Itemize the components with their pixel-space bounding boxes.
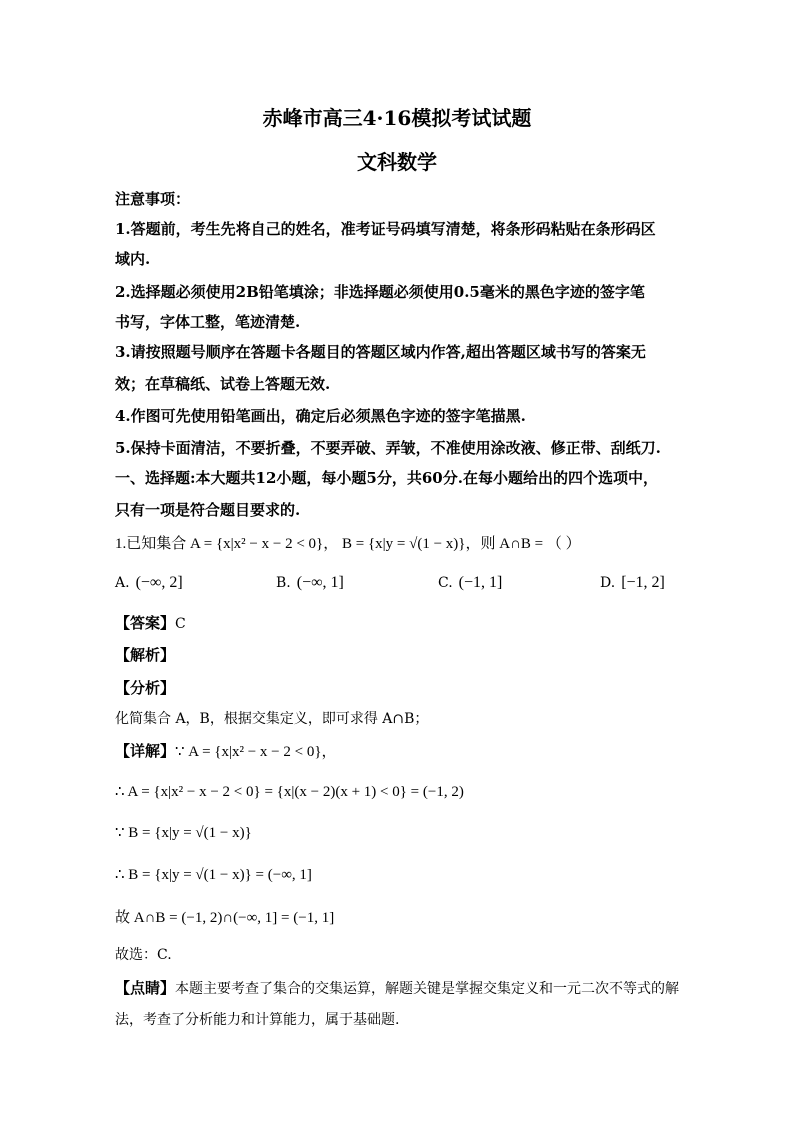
option-value: (−∞, 2] [135,574,183,591]
option-c [438,574,502,592]
fenxi-text: 化简集合 A，B，根据交集定义，即可求得 A∩B； [115,711,429,727]
detail-formula: ∵ B = {x|y = √(1 − x)} [115,825,252,841]
detail-formula: 故 A∩B = (−1, 2)∩(−∞, 1] = (−1, 1] [115,910,335,926]
option-label: C. [438,575,453,591]
detail-conclusion: 故选：C. [115,947,172,963]
dianjing-text: 法，考查了分析能力和计算能力，属于基础题. [115,1012,400,1028]
dianjing-tag: 【点睛】 [115,979,176,997]
section-heading: 一、选择题:本大题共12小题，每小题5分，共60分.在每小题给出的四个选项中， [115,469,658,487]
dianjing-text: 本题主要考查了集合的交集运算，解题关键是掌握交集定义和一元二次不等式的解 [175,981,680,997]
question-stem: 1.已知集合 A = {x|x² − x − 2 < 0}， B = {x|y = √(1 − x)}，则 A∩B = （ ） [115,536,581,552]
option-label: B. [276,575,291,591]
section-heading: 只有一项是符合题目要求的. [115,501,301,519]
option-label: D. [600,575,616,591]
detail-formula: ∴ A = {x|x² − x − 2 < 0} = {x|(x − 2)(x + 1) < 0} = (−1, 2) [115,784,464,800]
answer-line [115,612,186,633]
notice-line: 4.作图可先使用铅笔画出，确定后必须黑色字迹的签字笔描黑. [115,407,526,425]
detail-tag: 【详解】 [115,742,176,760]
option-a [115,574,183,592]
option-d [600,574,665,592]
answer-value: C [175,616,186,632]
exam-title: 赤峰市高三4·16模拟考试试题 [262,106,532,130]
option-b [276,574,344,592]
detail-formula: ∴ B = {x|y = √(1 − x)} = (−∞, 1] [115,867,312,883]
detail-formula: ∵ A = {x|x² − x − 2 < 0}， [175,744,337,760]
option-label: A. [115,575,130,591]
detail-line [115,740,337,761]
option-value: (−∞, 1] [296,574,344,591]
notice-line: 2.选择题必须使用2B铅笔填涂；非选择题必须使用0.5毫米的黑色字迹的签字笔 [115,283,645,301]
option-value: (−1, 1] [458,574,503,591]
exam-subject: 文科数学 [357,150,437,174]
notice-heading: 注意事项： [115,190,191,208]
notice-line: 域内. [115,250,151,268]
analysis-tag: 【解析】 [115,646,176,664]
notice-line: 效；在草稿纸、试卷上答题无效. [115,375,331,393]
dianjing-line [115,977,679,998]
notice-line: 书写，字体工整，笔迹清楚. [115,313,301,331]
notice-line: 3.请按照题号顺序在答题卡各题目的答题区域内作答,超出答题区域书写的答案无 [115,343,646,361]
notice-line: 1.答题前，考生先将自己的姓名，准考证号码填写清楚，将条形码粘贴在条形码区 [115,220,656,238]
option-value: [−1, 2] [621,574,665,591]
answer-tag: 【答案】 [115,614,176,632]
notice-line: 5.保持卡面清洁，不要折叠，不要弄破、弄皱，不准使用涂改液、修正带、刮纸刀. [115,439,661,457]
fenxi-tag: 【分析】 [115,679,176,697]
